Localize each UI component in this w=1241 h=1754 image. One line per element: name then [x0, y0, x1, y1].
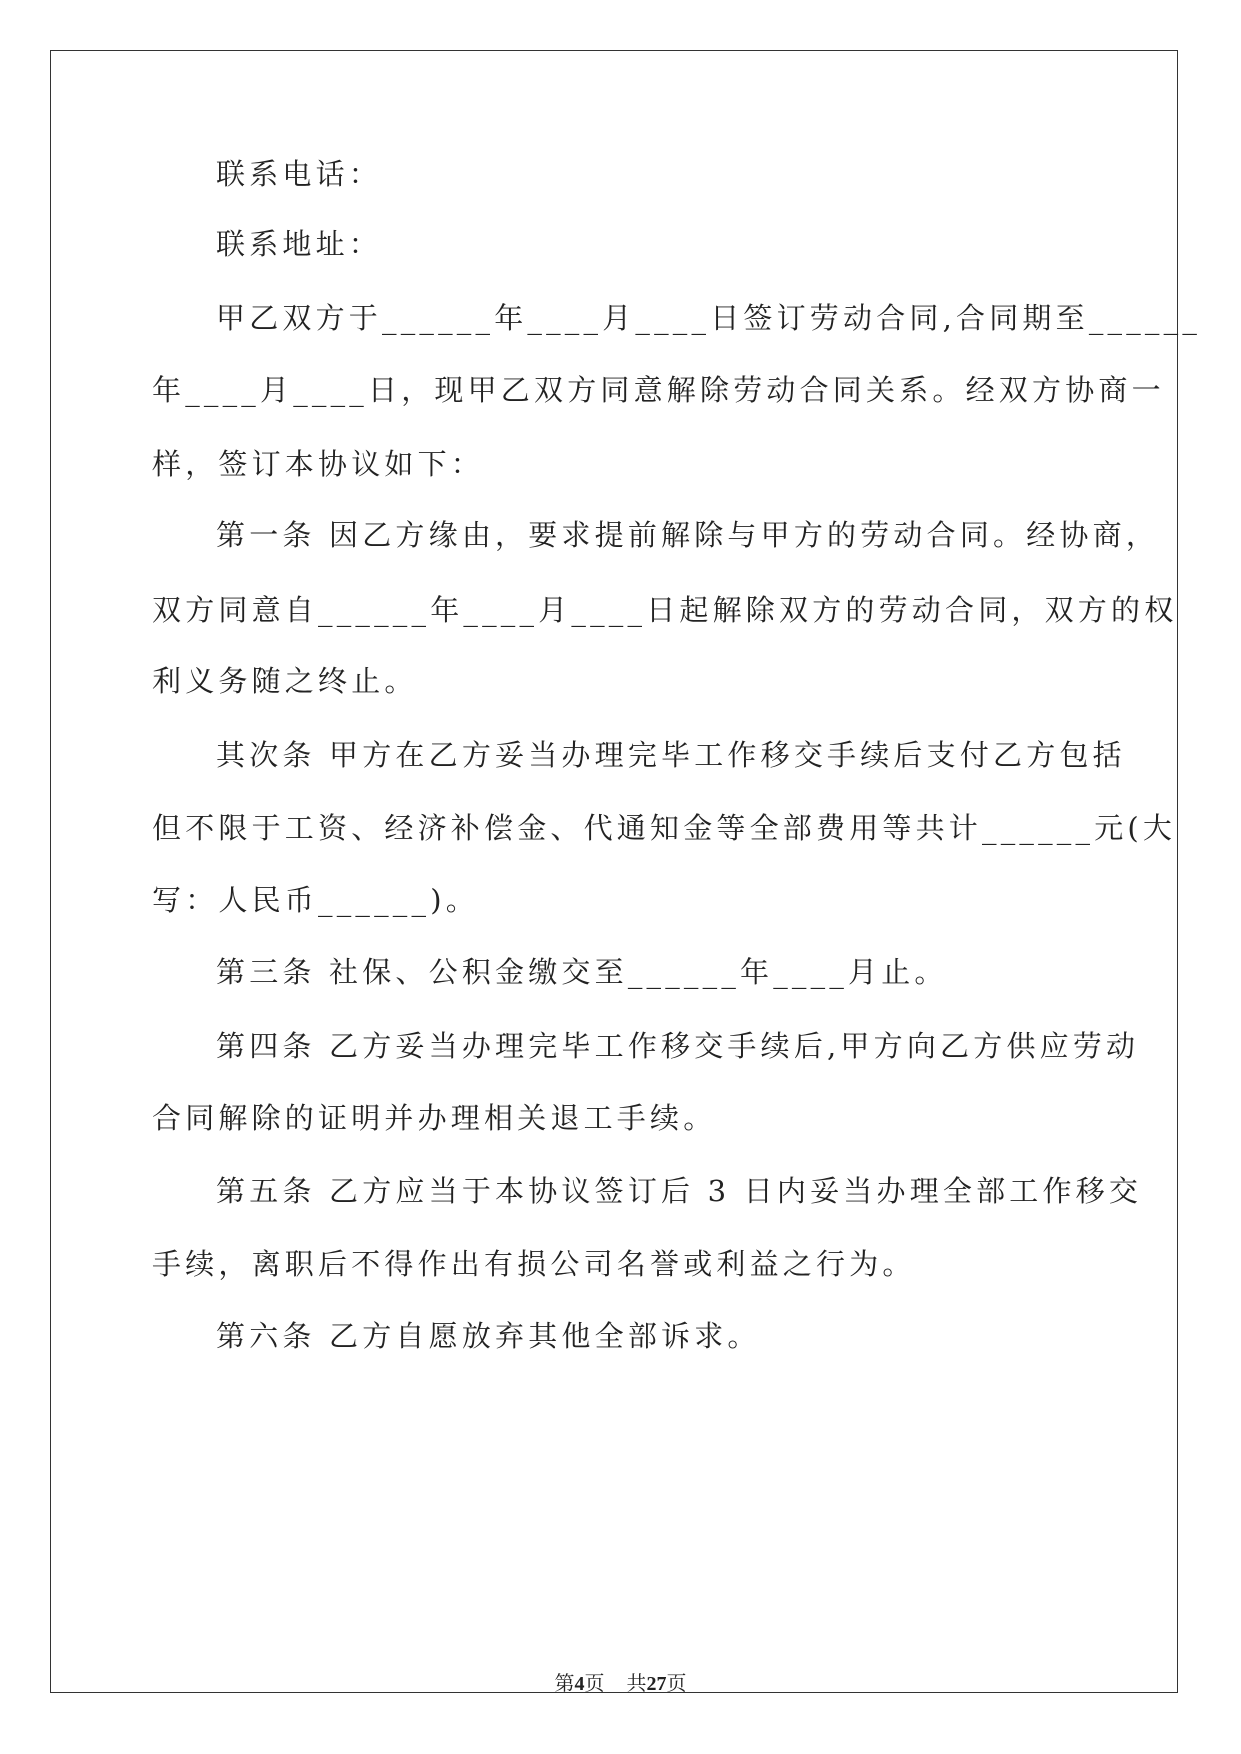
footer-prefix: 第 [554, 1673, 575, 1695]
total-pages: 27 [646, 1673, 667, 1695]
article-2-line-1: 其次条 甲方在乙方妥当办理完毕工作移交手续后支付乙方包括 [216, 738, 1126, 772]
article-2-line-2: 但不限于工资、经济补偿金、代通知金等全部费用等共计______元(大 [152, 811, 1177, 845]
intro-paragraph-line-3: 样，签订本协议如下： [152, 447, 485, 481]
article-3-line-1: 第三条 社保、公积金缴交至______年____月止。 [216, 955, 948, 989]
page-border [50, 50, 1178, 1693]
footer-total-suffix: 页 [666, 1673, 687, 1695]
page-footer [0, 1672, 1241, 1696]
article-1-line-1: 第一条 因乙方缘由，要求提前解除与甲方的劳动合同。经协商， [216, 518, 1160, 552]
article-2-line-3: 写：人民币______)。 [152, 883, 479, 917]
article-1-line-3: 利义务随之终止。 [152, 664, 418, 698]
contact-address-line: 联系地址： [216, 227, 383, 261]
article-5-line-1: 第五条 乙方应当于本协议签订后 3 日内妥当办理全部工作移交 [216, 1174, 1143, 1208]
page-number: 4 [574, 1673, 585, 1695]
intro-paragraph-line-1: 甲乙双方于______年____月____日签订劳动合同,合同期至______ [216, 301, 1202, 335]
intro-paragraph-line-2: 年____月____日，现甲乙双方同意解除劳动合同关系。经双方协商一 [152, 373, 1165, 407]
footer-page-suffix: 页 [584, 1673, 605, 1695]
footer-total-prefix: 共 [626, 1673, 647, 1695]
article-5-line-2: 手续，离职后不得作出有损公司名誉或利益之行为。 [152, 1247, 916, 1281]
article-6-line-1: 第六条 乙方自愿放弃其他全部诉求。 [216, 1319, 761, 1353]
article-4-line-2: 合同解除的证明并办理相关退工手续。 [152, 1101, 717, 1135]
article-4-line-1: 第四条 乙方妥当办理完毕工作移交手续后,甲方向乙方供应劳动 [216, 1029, 1140, 1063]
article-1-line-2: 双方同意自______年____月____日起解除双方的劳动合同，双方的权 [152, 593, 1178, 627]
contact-phone-line: 联系电话： [216, 157, 383, 191]
